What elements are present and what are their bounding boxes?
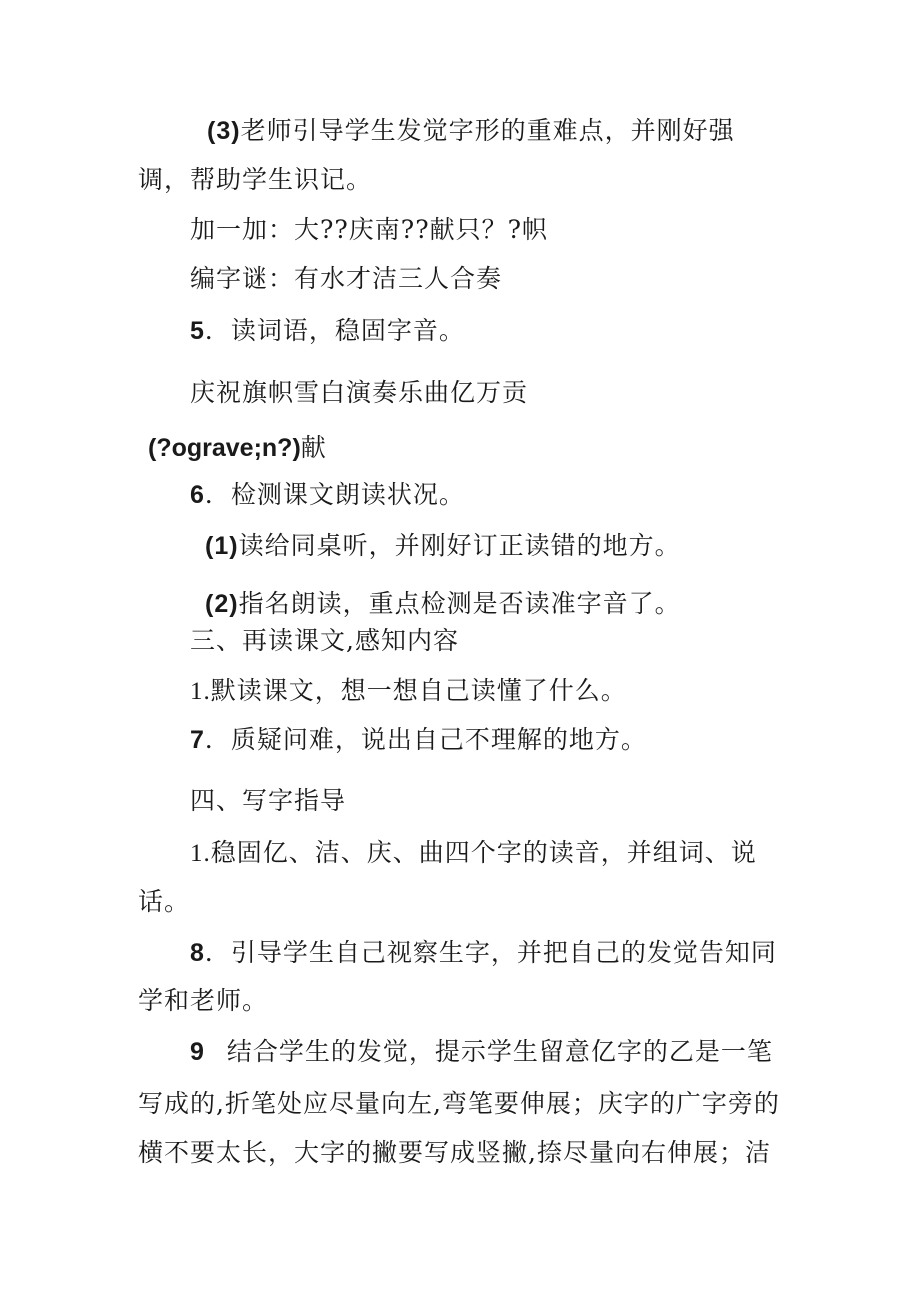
paragraph-line [190, 264, 502, 294]
paragraph-line [205, 531, 681, 561]
line-text: 学和老师。 [138, 986, 269, 1015]
line-text: 献 [300, 433, 327, 462]
line-text: 老师引导学生发觉字形的重难点，并刚好强 [240, 116, 735, 145]
paragraph-line [190, 938, 777, 968]
paragraph-line [148, 433, 327, 463]
item-number: 1. [190, 840, 211, 867]
line-text: 加一加：大??庆南??献只？?帜 [190, 215, 549, 244]
paragraph-line [190, 1037, 773, 1067]
line-text: 编字谜：有水才洁三人合奏 [190, 264, 503, 293]
item-number: 5 [190, 317, 205, 345]
paragraph-line [138, 1138, 771, 1168]
paragraph-line [207, 116, 735, 146]
paragraph-line [190, 676, 627, 707]
line-text: 话。 [138, 887, 191, 916]
line-text: 四、写字指导 [190, 786, 347, 815]
paragraph-line [190, 480, 465, 510]
paragraph-line [190, 215, 548, 245]
paragraph-line [138, 986, 268, 1016]
item-number: 9 [190, 1038, 205, 1066]
paragraph-line [138, 887, 190, 917]
paragraph-line [138, 1089, 780, 1119]
line-text: ．检测课文朗读状况。 [204, 480, 465, 509]
paragraph-line [138, 165, 372, 195]
section-heading [190, 626, 459, 656]
paragraph-line [205, 589, 681, 619]
line-text: ．质疑问难，说出自己不理解的地方。 [204, 725, 647, 754]
line-text: 写成的,折笔处应尽量向左,弯笔要伸展；庆字的广字旁的 [138, 1089, 780, 1118]
item-number: 8 [190, 939, 205, 967]
pinyin-garbled: (?ograve;n?) [148, 434, 301, 462]
item-number: (1) [205, 532, 239, 560]
line-text: ．引导学生自己视察生字，并把自己的发觉告知同 [204, 938, 777, 967]
paragraph-line [190, 725, 647, 755]
line-text: 默读课文，想一想自己读懂了什么。 [210, 676, 627, 705]
paragraph-line [190, 378, 528, 408]
line-text: 结合学生的发觉，提示学生留意亿字的乙是一笔 [226, 1037, 773, 1066]
line-text: 三、再读课文,感知内容 [190, 626, 459, 655]
item-number: 7 [190, 726, 205, 754]
item-number: (2) [205, 590, 239, 618]
line-text: 指名朗读，重点检测是否读准字音了。 [238, 589, 681, 618]
line-text: ．读词语，稳固字音。 [204, 316, 465, 345]
line-text: 调，帮助学生识记。 [138, 165, 373, 194]
line-text: 庆祝旗帜雪白演奏乐曲亿万贡 [190, 378, 529, 407]
item-number: (3) [207, 117, 241, 145]
line-text: 横不要太长，大字的撇要写成竖撇,捺尽量向右伸展；洁 [138, 1138, 771, 1167]
item-number: 1. [190, 678, 211, 705]
paragraph-line [190, 838, 757, 869]
line-text: 读给同桌听，并刚好订正读错的地方。 [238, 531, 681, 560]
section-heading [190, 786, 346, 816]
item-number: 6 [190, 481, 205, 509]
paragraph-line [190, 316, 465, 346]
line-text: 稳固亿、洁、庆、曲四个字的读音，并组词、说 [210, 838, 757, 867]
